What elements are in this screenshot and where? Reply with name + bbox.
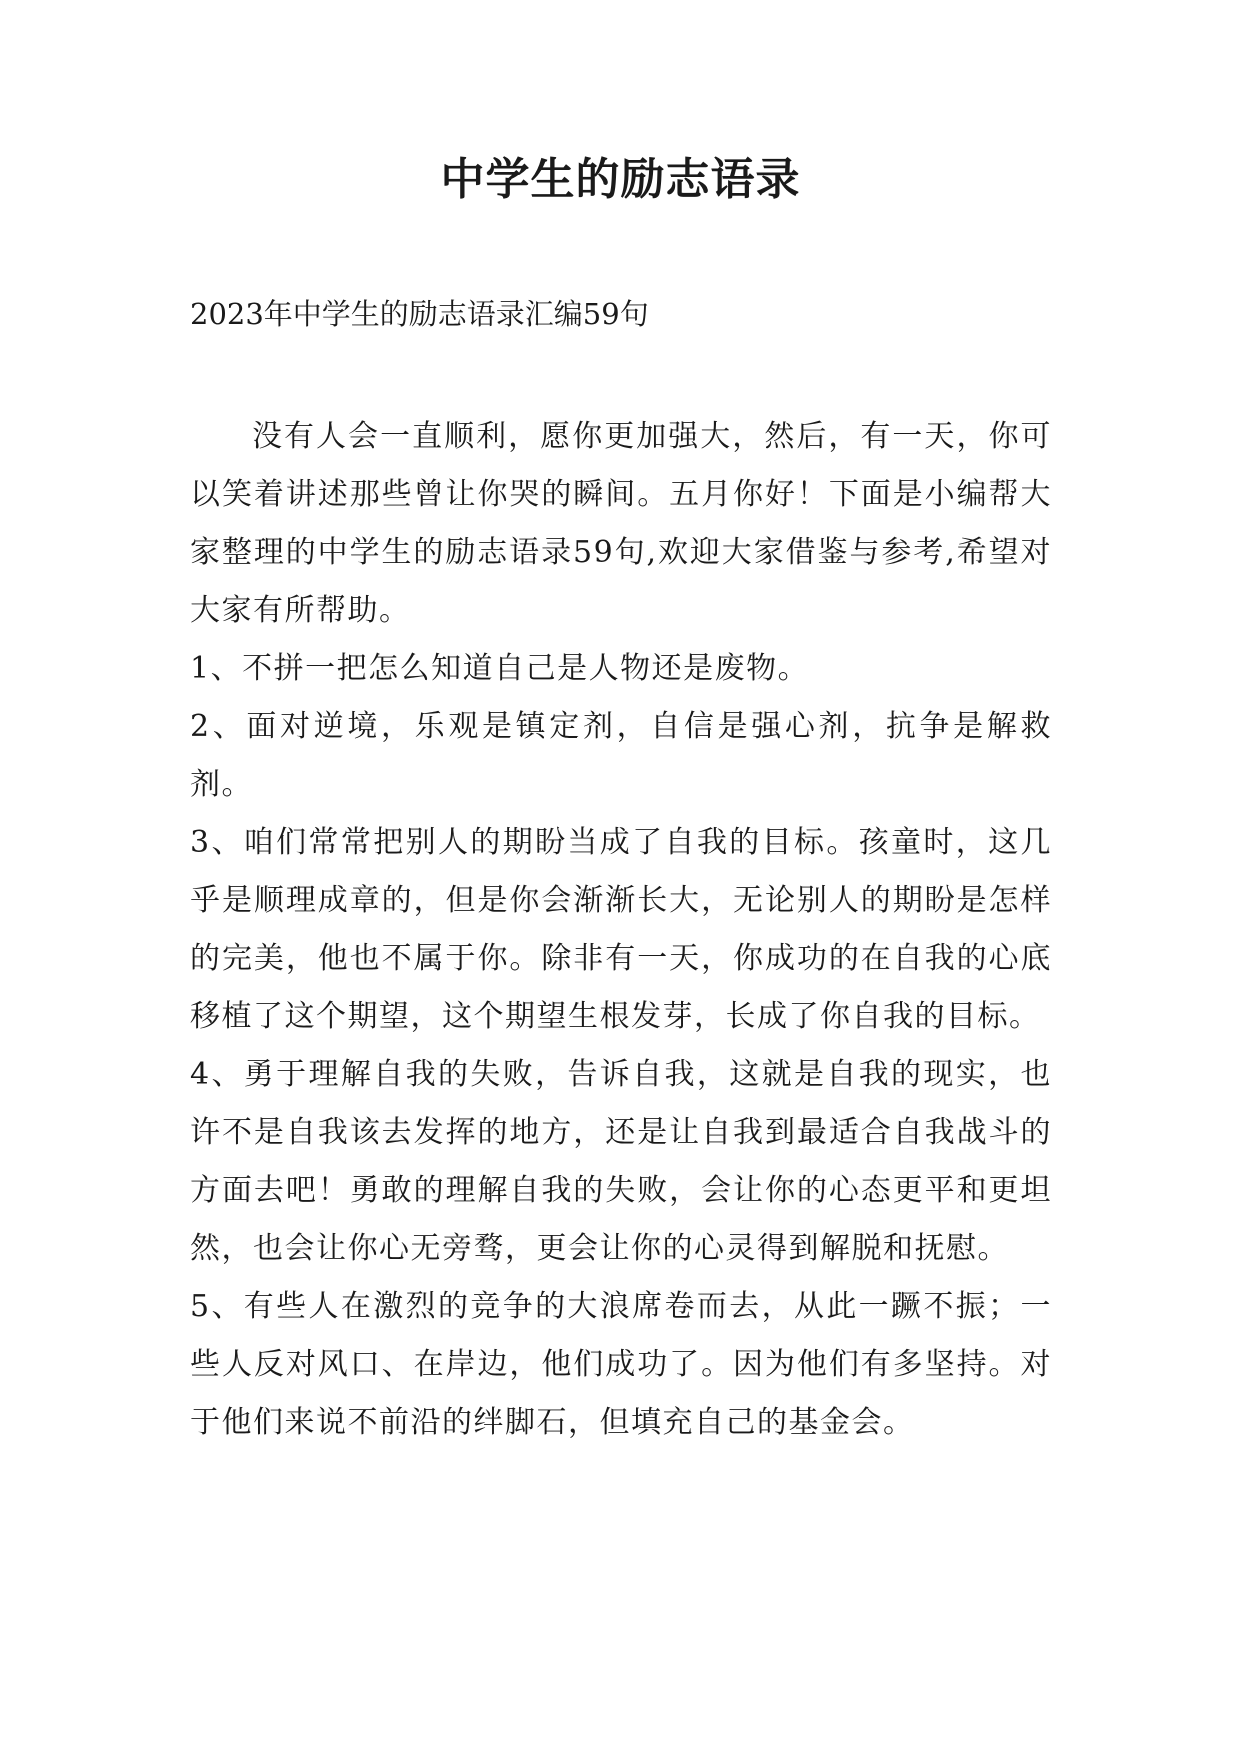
quote-item-1: 1、不拼一把怎么知道自己是人物还是废物。 [190,651,810,686]
document-subtitle: 2023年中学生的励志语录汇编59句 [190,297,649,331]
quote-item-5: 5、有些人在激烈的竞争的大浪席卷而去，从此一蹶不振；一些人反对风口、在岸边，他们成功了。因为他们有多坚持。对于他们来说不前沿的绊脚石，但填充自己的基金会。 [190,1289,1052,1440]
quote-item-3: 3、咱们常常把别人的期盼当成了自我的目标。孩童时，这几乎是顺理成章的，但是你会渐渐长大，无论别人的期盼是怎样的完美，他也不属于你。除非有一天，你成功的在自我的心底移植了这个期望，这个期望生根发芽，长成了你自我的目标。 [190,825,1052,1034]
document-title: 中学生的励志语录 [440,154,801,205]
quote-item-2: 2、面对逆境，乐观是镇定剂，自信是强心剂，抗争是解救剂。 [190,709,1052,802]
quote-item-4: 4、勇于理解自我的失败，告诉自我，这就是自我的现实，也许不是自我该去发挥的地方，还是让自我到最适合自我战斗的方面去吧！勇敢的理解自我的失败，会让你的心态更平和更坦然，也会让你心无旁骛，更会让你的心灵得到解脱和抚慰。 [190,1057,1052,1266]
document-body [190,408,1052,1452]
intro-paragraph: 没有人会一直顺利，愿你更加强大，然后，有一天，你可以笑着讲述那些曾让你哭的瞬间。五月你好！下面是小编帮大家整理的中学生的励志语录59句,欢迎大家借鉴与参考,希望对大家有所帮助。 [190,419,1052,628]
